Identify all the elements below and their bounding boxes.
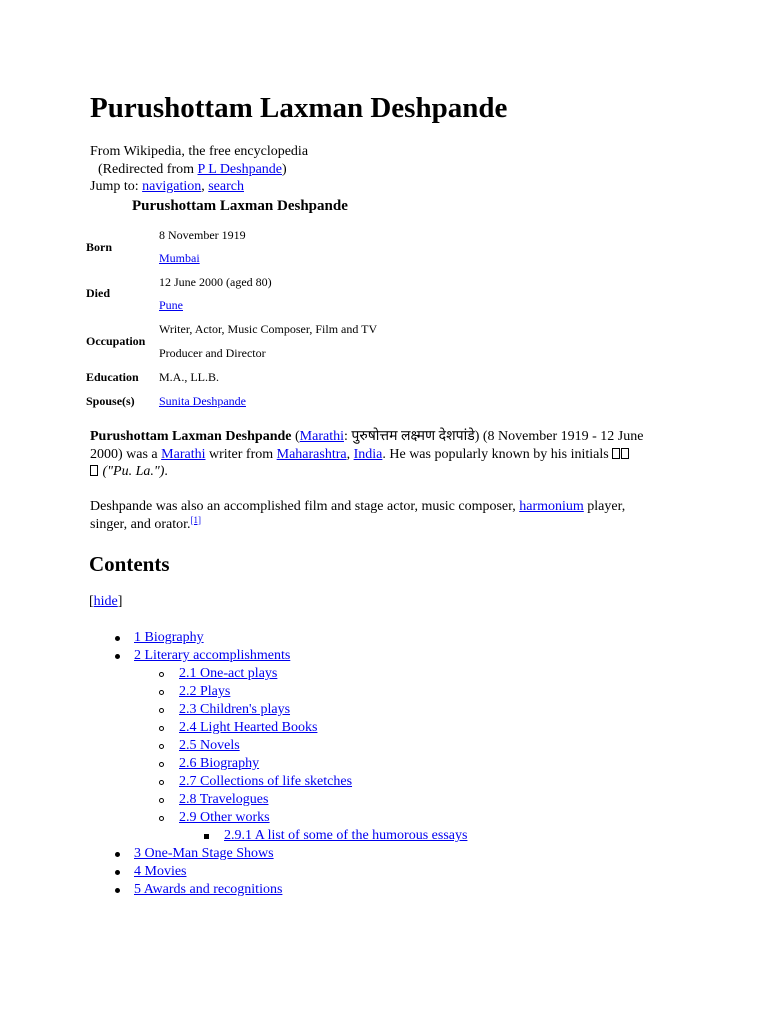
toc-item[interactable]: 4 Movies: [134, 864, 187, 879]
bullet-icon: [115, 870, 120, 875]
occupation-line-2: Producer and Director: [159, 346, 266, 360]
missing-glyph-icon: [612, 448, 620, 459]
bullet-icon: [115, 636, 120, 641]
born-place-link[interactable]: Mumbai: [159, 251, 200, 265]
redirect-link[interactable]: P L Deshpande: [197, 161, 283, 177]
toc-item[interactable]: 5 Awards and recognitions: [134, 882, 283, 897]
toc-item[interactable]: 2.8 Travelogues: [179, 792, 269, 807]
education-label: Education: [86, 370, 139, 384]
contents-heading: Contents: [89, 552, 170, 576]
spouse-link[interactable]: Sunita Deshpande: [159, 394, 246, 408]
circle-bullet-icon: [159, 780, 164, 785]
circle-bullet-icon: [159, 690, 164, 695]
born-date: 8 November 1919: [159, 228, 246, 242]
toc-item[interactable]: 2.1 One-act plays: [179, 666, 278, 681]
toc-item[interactable]: 2.6 Biography: [179, 756, 260, 771]
bullet-icon: [115, 654, 120, 659]
square-bullet-icon: [204, 834, 209, 839]
bullet-icon: [115, 888, 120, 893]
intro-paragraph: Purushottam Laxman Deshpande (Marathi: पुरुषोत्तम लक्ष्मण देशपांडे) (8 November 1919 - 12 June 2000) was a Marathi writer from Maharashtra, India. He was popularly known by his initials ("Pu. La.").: [90, 429, 644, 479]
jump-search-link[interactable]: search: [208, 179, 244, 194]
toc-item[interactable]: 2.3 Children's plays: [179, 702, 291, 717]
toc-item[interactable]: 3 One-Man Stage Shows: [134, 846, 274, 861]
born-label: Born: [86, 240, 113, 254]
jump-links: Jump to: navigation, search: [90, 179, 244, 194]
initials: ("Pu. La."): [102, 464, 165, 479]
missing-glyph-icon: [90, 465, 98, 476]
occupation-label: Occupation: [86, 334, 146, 348]
toc-item[interactable]: 1 Biography: [134, 630, 204, 645]
page-title: Purushottam Laxman Deshpande: [90, 92, 508, 124]
toc-item[interactable]: 2.7 Collections of life sketches: [179, 774, 353, 789]
harmonium-link[interactable]: harmonium: [519, 499, 584, 514]
marathi-writer-link[interactable]: Marathi: [161, 446, 206, 462]
intro-name: Purushottam Laxman Deshpande: [90, 429, 292, 444]
died-label: Died: [86, 286, 110, 300]
toc-item[interactable]: 2.4 Light Hearted Books: [179, 720, 318, 735]
marathi-link[interactable]: Marathi: [299, 429, 344, 444]
spouse-label: Spouse(s): [86, 394, 135, 408]
circle-bullet-icon: [159, 672, 164, 677]
circle-bullet-icon: [159, 726, 164, 731]
toc-item[interactable]: 2.9 Other works: [179, 810, 270, 825]
redirect-notice: (Redirected from P L Deshpande): [98, 161, 287, 177]
toc-item[interactable]: 2.9.1 A list of some of the humorous essays: [224, 828, 468, 843]
jump-navigation-link[interactable]: navigation: [142, 179, 202, 194]
toc-item[interactable]: 2 Literary accomplishments: [134, 648, 291, 663]
hide-toc-link[interactable]: hide: [93, 594, 118, 609]
bullet-icon: [115, 852, 120, 857]
india-link[interactable]: India: [353, 446, 383, 462]
died-date: 12 June 2000 (aged 80): [159, 275, 272, 289]
circle-bullet-icon: [159, 708, 164, 713]
site-sub: From Wikipedia, the free encyclopedia: [90, 144, 309, 159]
missing-glyph-icon: [621, 448, 629, 459]
second-paragraph: Deshpande was also an accomplished film and stage actor, music composer, harmonium player, singer, and orator.[1]: [90, 499, 626, 532]
circle-bullet-icon: [159, 762, 164, 767]
circle-bullet-icon: [159, 798, 164, 803]
toc-item[interactable]: 2.5 Novels: [179, 738, 240, 753]
toc-toggle: [hide]: [89, 594, 123, 609]
circle-bullet-icon: [159, 744, 164, 749]
maharashtra-link[interactable]: Maharashtra: [276, 446, 347, 462]
occupation-line-1: Writer, Actor, Music Composer, Film and TV: [159, 322, 378, 336]
died-place-link[interactable]: Pune: [159, 298, 183, 312]
circle-bullet-icon: [159, 816, 164, 821]
education-value: M.A., LL.B.: [159, 370, 219, 384]
toc-item[interactable]: 2.2 Plays: [179, 684, 231, 699]
infobox-title: Purushottam Laxman Deshpande: [132, 198, 348, 214]
article-meta: [90, 143, 308, 196]
reference-link[interactable]: [1]: [190, 514, 202, 525]
